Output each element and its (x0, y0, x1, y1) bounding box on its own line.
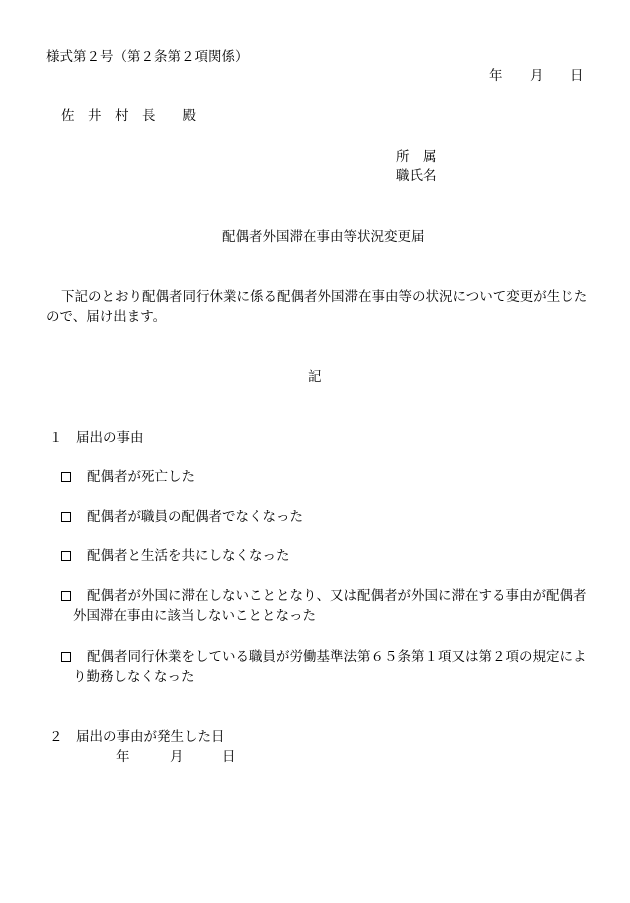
checkbox-icon[interactable] (61, 512, 71, 522)
submit-date-day: 日 (570, 68, 584, 84)
option-label: 配偶者が死亡した (87, 469, 195, 485)
checkbox-icon[interactable] (61, 551, 71, 561)
section2-heading: ２ 届出の事由が発生した日 (49, 729, 225, 745)
checkbox-icon[interactable] (61, 652, 71, 662)
option-label-line-1: 配偶者同行休業をしている職員が労働基準法第６５条第１項又は第２項の規定によ (87, 649, 587, 665)
applicant-name: 職氏名 (396, 168, 437, 184)
applicant-affiliation: 所 属 (396, 149, 437, 165)
occurrence-date-year: 年 (116, 749, 130, 765)
submit-date-month: 月 (530, 68, 544, 84)
intro-line-2: ので、届け出ます。 (46, 309, 167, 325)
checkbox-icon[interactable] (61, 472, 71, 482)
intro-line-1: 下記のとおり配偶者同行休業に係る配偶者外国滞在事由等の状況について変更が生じた (61, 289, 588, 305)
submit-date-year: 年 (489, 68, 503, 84)
section1-heading: １ 届出の事由 (49, 430, 144, 446)
occurrence-date-day: 日 (222, 749, 236, 765)
option-label-line-1: 配偶者が外国に滞在しないこととなり、又は配偶者が外国に滞在する事由が配偶者 (87, 588, 587, 604)
form-number: 様式第２号（第２条第２項関係） (46, 49, 249, 65)
option-label: 配偶者が職員の配偶者でなくなった (87, 509, 303, 525)
document-title: 配偶者外国滞在事由等状況変更届 (222, 229, 425, 245)
checkbox-icon[interactable] (61, 591, 71, 601)
option-label-line-2: り勤務しなくなった (73, 669, 195, 685)
ki-notation: 記 (308, 369, 322, 385)
addressee: 佐 井 村 長 殿 (61, 108, 196, 124)
option-label: 配偶者と生活を共にしなくなった (87, 548, 290, 564)
occurrence-date-month: 月 (170, 749, 184, 765)
option-label-line-2: 外国滞在事由に該当しないこととなった (73, 608, 316, 624)
